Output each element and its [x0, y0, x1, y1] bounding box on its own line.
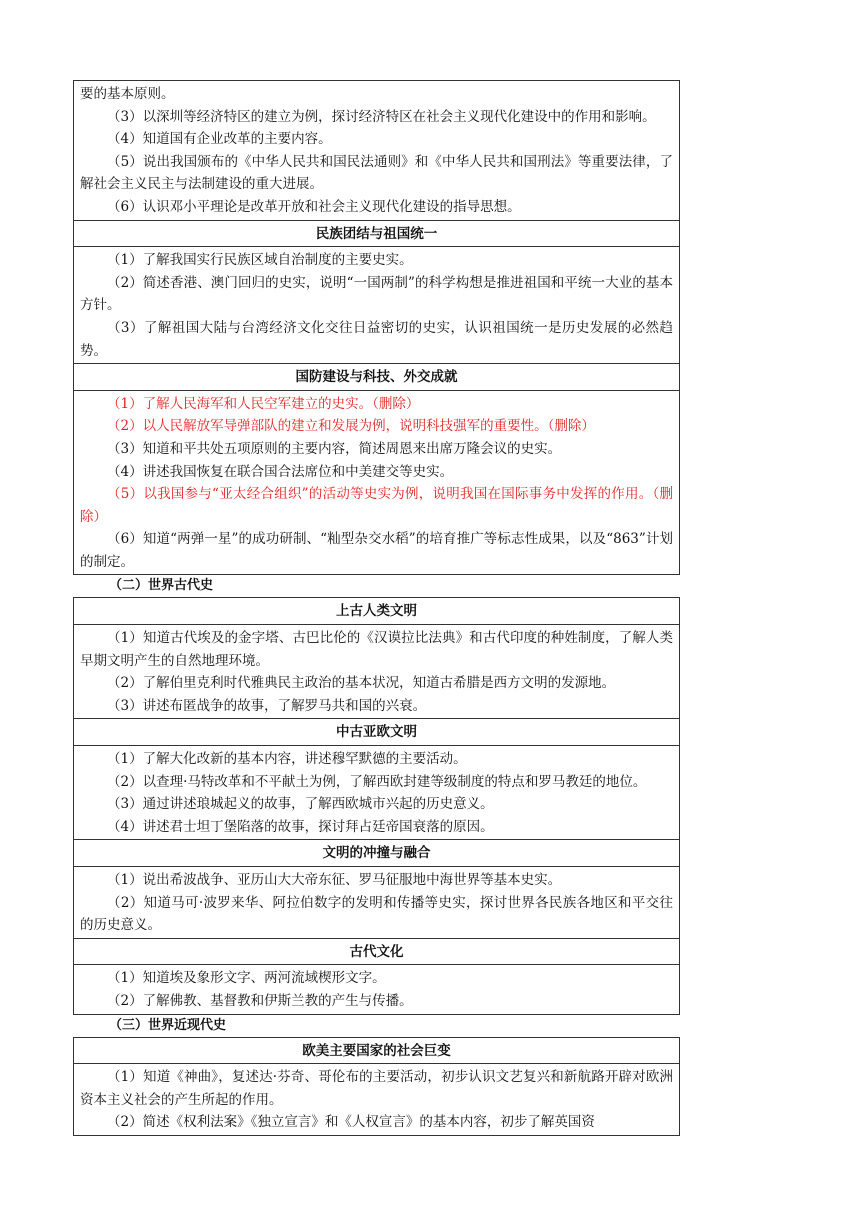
standard-item: （1）知道《神曲》，复述达·芬奇、哥伦布的主要活动，初步认识文艺复兴和新航路开辟对欧洲资本主义社会的产生所起的作用。	[80, 1069, 673, 1108]
standard-item: （3）讲述布匿战争的故事，了解罗马共和国的兴衰。	[107, 697, 427, 714]
standard-item: 要的基本原则。	[80, 86, 175, 102]
standard-item: （3）了解祖国大陆与台湾经济文化交往日益密切的史实，认识祖国统一是历史发展的必然趋势。	[80, 319, 673, 359]
section-title: 欧美主要国家的社会巨变	[74, 1037, 680, 1064]
section-body	[74, 965, 680, 1014]
continued-section-body	[74, 81, 680, 221]
standard-item: （1）知道古代埃及的金字塔、古巴比伦的《汉谟拉比法典》和古代印度的种姓制度，了解人类早期文明产生的自然地理环境。	[80, 630, 673, 669]
deleted-standard-item: （1）了解人民海军和人民空军建立的史实。（删除）	[107, 395, 420, 412]
document-page	[73, 80, 680, 1136]
standard-item: （3）知道和平共处五项原则的主要内容，简述周恩来出席万隆会议的史实。	[107, 440, 562, 457]
standard-item: （6）认识邓小平理论是改革开放和社会主义现代化建设的指导思想。	[107, 198, 521, 215]
deleted-standard-item: （5）以我国参与“亚太经合组织”的活动等史实为例，说明我国在国际事务中发挥的作用。（删除）	[80, 486, 673, 525]
standard-item: （4）知道国有企业改革的主要内容。	[107, 131, 332, 148]
standard-item: （6）知道“两弹一星”的成功研制、“籼型杂交水稻”的培育推广等标志性成果，以及“863”计划的制定。	[80, 531, 673, 570]
part-heading-ancient-world: （二）世界古代史	[109, 578, 214, 594]
section-body	[74, 867, 680, 939]
part-heading-modern-world: （三）世界近现代史	[109, 1017, 227, 1033]
standard-item: （2）了解伯里克利时代雅典民主政治的基本状况，知道古希腊是西方文明的发源地。	[107, 675, 616, 692]
section-title: 古代文化	[74, 938, 680, 965]
standards-table-ancient-world	[73, 597, 680, 1014]
standard-item: （4）讲述君士坦丁堡陷落的故事，探讨拜占廷帝国衰落的原因。	[107, 818, 494, 835]
section-title: 中古亚欧文明	[74, 719, 680, 746]
section-body	[74, 1064, 680, 1136]
standard-item: （2）简述香港、澳门回归的史实，说明“一国两制”的科学构想是推进祖国和平统一大业的基本方针。	[80, 274, 673, 314]
standard-item: （1）说出希波战争、亚历山大大帝东征、罗马征服地中海世界等基本史实。	[107, 872, 562, 888]
standard-item: （4）讲述我国恢复在联合国合法席位和中美建交等史实。	[107, 463, 454, 480]
standard-item: （1）了解大化改新的基本内容，讲述穆罕默德的主要活动。	[107, 751, 467, 768]
standard-item: （1）了解我国实行民族区域自治制度的主要史实。	[107, 252, 413, 269]
standard-item: （3）以深圳等经济特区的建立为例，探讨经济特区在社会主义现代化建设中的作用和影响。	[107, 108, 656, 125]
section-title: 文明的冲撞与融合	[74, 840, 680, 867]
section-title: 国防建设与科技、外交成就	[74, 364, 680, 391]
standard-item: （5）说出我国颁布的《中华人民共和国民法通则》和《中华人民共和国刑法》等重要法律，了解社会主义民主与法制建设的重大进展。	[80, 153, 673, 193]
standard-item: （2）知道马可·波罗来华、阿拉伯数字的发明和传播等史实，探讨世界各民族各地区和平交往的历史意义。	[80, 894, 673, 934]
standards-table-china-history	[73, 80, 680, 575]
section-body	[74, 390, 680, 575]
section-body	[74, 625, 680, 719]
standards-table-modern-world	[73, 1037, 680, 1136]
standard-item: （2）以查理·马特改革和不平献土为例，了解西欧封建等级制度的特点和罗马教廷的地位。	[107, 773, 647, 790]
section-body	[74, 247, 680, 364]
deleted-standard-item: （2）以人民解放军导弹部队的建立和发展为例，说明科技强军的重要性。（删除）	[107, 418, 595, 435]
section-title: 民族团结与祖国统一	[74, 220, 680, 247]
section-title: 上古人类文明	[74, 598, 680, 625]
standard-item: （2）简述《权利法案》《独立宣言》和《人权宣言》的基本内容，初步了解英国资	[107, 1114, 595, 1131]
standard-item: （1）知道埃及象形文字、两河流域楔形文字。	[107, 970, 386, 987]
standard-item: （3）通过讲述琅城起义的故事，了解西欧城市兴起的历史意义。	[107, 796, 494, 813]
standard-item: （2）了解佛教、基督教和伊斯兰教的产生与传播。	[107, 992, 413, 1009]
section-body	[74, 746, 680, 840]
